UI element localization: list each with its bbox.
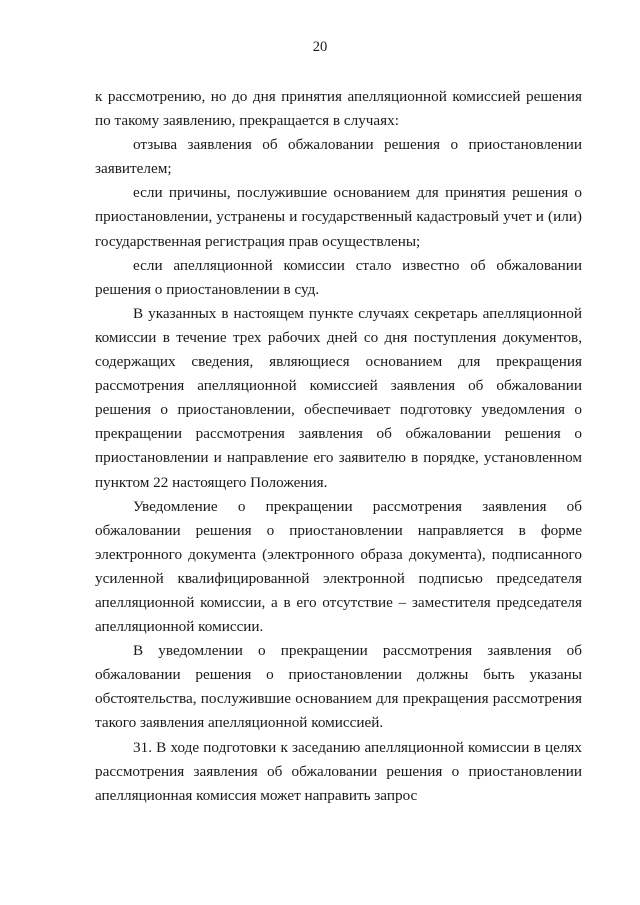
paragraph-continuation: к рассмотрению, но до дня принятия апелляционной комиссией решения по такому заявлению, прекращается в случаях: <box>95 88 582 130</box>
paragraph-notification-content: В уведомлении о прекращении рассмотрения заявления об обжаловании решения о приостановлении должны быть указаны обстоятельства, послужившие основанием для прекращения рассмотрения такого заявления апелляционной комиссией. <box>95 642 582 732</box>
document-body <box>95 85 582 808</box>
paragraph-notification-form: Уведомление о прекращении рассмотрения заявления об обжаловании решения о приостановлении направляется в форме электронного документа (электронного образа документа), подписанного усиленной квалифицированной электронной подписью председателя апелляционной комиссии, а в его отсутствие – заместителя председателя апелляционной комиссии. <box>95 497 582 636</box>
paragraph-case-reasons-eliminated: если причины, послужившие основанием для принятия решения о приостановлении, устранены и государственный кадастровый учет и (или) государственная регистрация прав осуществлены; <box>95 184 582 250</box>
paragraph-case-withdrawal: отзыва заявления об обжаловании решения о приостановлении заявителем; <box>95 136 582 178</box>
paragraph-secretary-duties: В указанных в настоящем пункте случаях секретарь апелляционной комиссии в течение трех рабочих дней со дня поступления документов, содержащих сведения, являющиеся основанием для прекращения рассмотрения апелляционной комиссией заявления об обжаловании решения о приостановлении, обеспечивает подготовку уведомления о прекращении рассмотрения заявления об обжаловании решения о приостановлении и направление его заявителю в порядке, установленном пунктом 22 настоящего Положения. <box>95 304 582 491</box>
page-number: 20 <box>312 39 328 55</box>
paragraph-item-31: 31. В ходе подготовки к заседанию апелляционной комиссии в целях рассмотрения заявления об обжаловании решения о приостановлении апелляционная комиссия может направить запрос <box>95 738 582 804</box>
paragraph-case-court-appeal: если апелляционной комиссии стало известно об обжаловании решения о приостановлении в суд. <box>95 256 582 298</box>
